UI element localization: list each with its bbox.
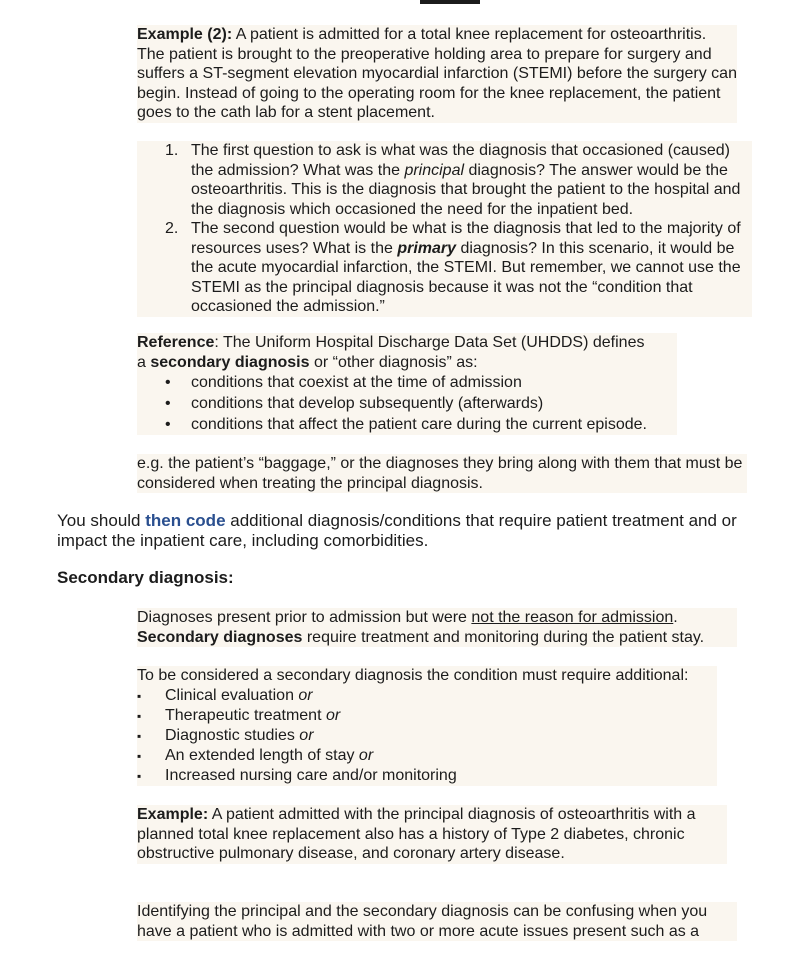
list-item: ▪ Therapeutic treatment or bbox=[137, 706, 717, 726]
criteria-list bbox=[137, 686, 717, 786]
question-number: 1. bbox=[165, 142, 179, 159]
secondary-diagnosis-heading: Secondary diagnosis: bbox=[57, 568, 234, 587]
example-2-paragraph bbox=[137, 25, 737, 123]
list-item: • conditions that coexist at the time of admission bbox=[137, 372, 677, 393]
example-2-text: A patient is admitted for a total knee replacement for osteoarthritis. The patient is brought to the preoperative holding area to prepare for surgery and suffers a ST-segment elevation myocardial infarction (STEMI) before the surgery can begin. Instead of going to the operating room for the knee replacement, the patient goes to the cath lab for a stent placement. bbox=[137, 26, 737, 121]
list-item: • conditions that affect the patient care during the current episode. bbox=[137, 414, 677, 435]
eg-paragraph: e.g. the patient’s “baggage,” or the diagnoses they bring along with them that must be considered when treating the principal diagnosis. bbox=[137, 454, 747, 493]
principal-term: principal bbox=[404, 161, 465, 179]
secondary-example-paragraph: Example: A patient admitted with the principal diagnosis of osteoarthritis with a planned total knee replacement also has a history of Type 2 diabetes, chronic obstructive pulmonary disease, and coronary artery disease. bbox=[137, 805, 727, 864]
question-item: 2. The second question would be what is the diagnosis that led to the majority of resources uses? What is the primary diagnosis? In this scenario, it would be the acute myocardial infarction, the STEMI. But remember, we cannot use the STEMI as the principal diagnosis because it was not the “condition that occasioned the admission.” bbox=[165, 220, 741, 315]
secondary-definition: Diagnoses present prior to admission but were not the reason for admission. Secondary diagnoses require treatment and monitoring during the patient stay. bbox=[137, 608, 737, 647]
list-item: • conditions that develop subsequently (afterwards) bbox=[137, 393, 677, 414]
list-item: ▪ Clinical evaluation or bbox=[137, 686, 717, 706]
secondary-diagnosis-term: secondary diagnosis bbox=[150, 353, 310, 371]
criteria-intro: To be considered a secondary diagnosis the condition must require additional: bbox=[137, 667, 689, 684]
then-code-link[interactable]: then code bbox=[145, 511, 226, 530]
question-number: 2. bbox=[165, 220, 179, 237]
question-item: 1. The first question to ask is what was the diagnosis that occasioned (caused) the admission? What was the principal diagnosis? The answer would be the osteoarthritis. This is the diagnosis that brought the patient to the hospital and the diagnosis which occasioned the need for the inpatient bed. bbox=[165, 142, 741, 218]
criteria-block bbox=[137, 666, 717, 786]
primary-term: primary bbox=[397, 239, 457, 257]
questions-list bbox=[137, 141, 752, 317]
list-item: ▪ An extended length of stay or bbox=[137, 746, 717, 766]
example-label: Example: bbox=[137, 806, 209, 823]
example-2-label: Example (2): bbox=[137, 26, 233, 43]
reference-label: Reference bbox=[137, 334, 215, 351]
reference-block: Reference: The Uniform Hospital Discharge Data Set (UHDDS) defines a secondary diagnosis or “other diagnosis” as: • conditions that coexist at the time of admission • conditions that develop subsequently (afterwards) • conditions that affect the patient care during the current episode. bbox=[137, 333, 677, 435]
list-item: ▪ Increased nursing care and/or monitoring bbox=[137, 766, 717, 786]
secondary-diagnoses-term: Secondary diagnoses bbox=[137, 628, 303, 646]
reference-bullets bbox=[137, 372, 677, 435]
then-code-paragraph: You should then code additional diagnosis/conditions that require patient treatment and or impact the inpatient care, including comorbidities. bbox=[57, 511, 737, 550]
cropped-heading-fragment bbox=[420, 0, 480, 4]
list-item: ▪ Diagnostic studies or bbox=[137, 726, 717, 746]
closing-paragraph: Identifying the principal and the secondary diagnosis can be confusing when you have a patient who is admitted with two or more acute issues present such as a bbox=[137, 902, 737, 941]
not-reason-underlined: not the reason for admission bbox=[471, 609, 674, 626]
